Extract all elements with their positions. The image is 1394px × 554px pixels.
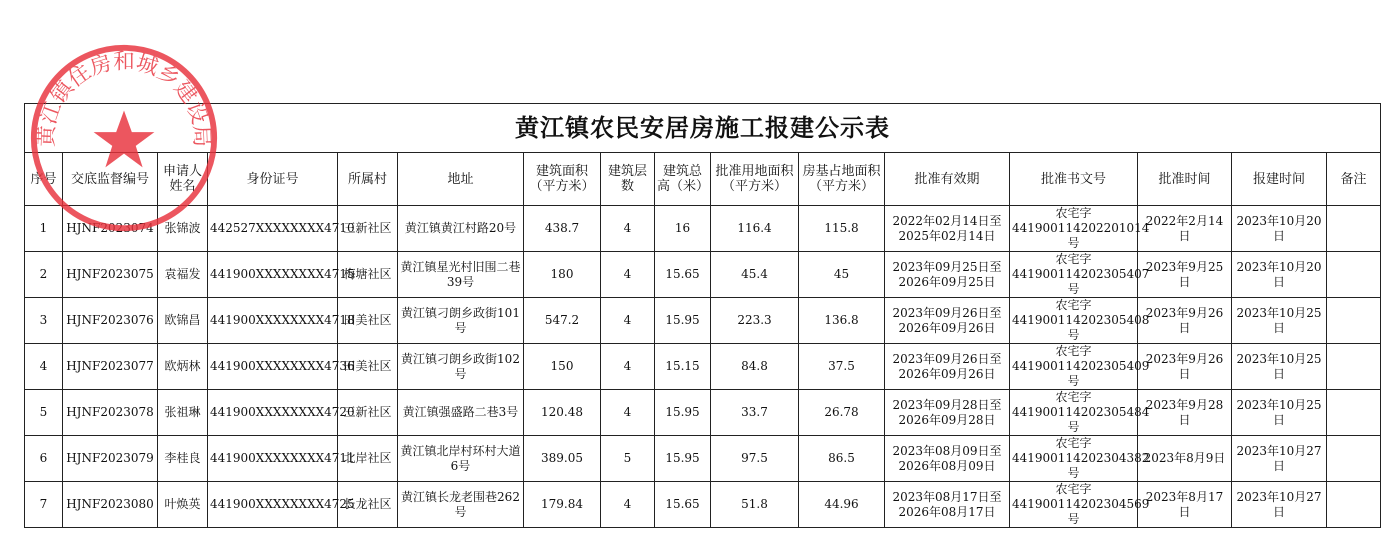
table-cell: 5 (25, 390, 63, 436)
table-cell: 张祖琳 (158, 390, 208, 436)
table-cell: 北岸社区 (338, 436, 398, 482)
table-cell: 黄江镇刁朗乡政街102号 (398, 344, 524, 390)
table-cell: 2023年08月09日至2026年08月09日 (885, 436, 1010, 482)
table-cell: 26.78 (799, 390, 885, 436)
table-cell: HJNF2023077 (63, 344, 158, 390)
table-cell: HJNF2023078 (63, 390, 158, 436)
table-cell: 叶焕英 (158, 482, 208, 528)
header-row (25, 153, 1381, 206)
table-cell: 2022年02月14日至2025年02月14日 (885, 206, 1010, 252)
table-row (25, 206, 1381, 252)
table-cell: 51.8 (711, 482, 799, 528)
table-cell: 2023年8月17日 (1138, 482, 1232, 528)
table-cell: 2023年10月20日 (1232, 252, 1327, 298)
column-header: 建筑层数 (601, 153, 655, 206)
table-cell: 2023年8月9日 (1138, 436, 1232, 482)
table-row (25, 298, 1381, 344)
table-cell: 441900XXXXXXXX4725 (208, 482, 338, 528)
table-cell: 李桂良 (158, 436, 208, 482)
table-body (25, 206, 1381, 528)
column-header: 所属村 (338, 153, 398, 206)
table-cell: 37.5 (799, 344, 885, 390)
column-header: 序号 (25, 153, 63, 206)
table-cell: 2023年10月27日 (1232, 482, 1327, 528)
table-cell: 15.95 (655, 436, 711, 482)
table-cell: 2023年10月25日 (1232, 390, 1327, 436)
table-cell: 梅塘社区 (338, 252, 398, 298)
table-cell: 欧炳林 (158, 344, 208, 390)
table-cell: 2023年9月26日 (1138, 344, 1232, 390)
table-cell: 农宅字 441900114202201014号 (1010, 206, 1138, 252)
title-row (25, 104, 1381, 153)
table-cell: 547.2 (524, 298, 601, 344)
column-header: 批准书文号 (1010, 153, 1138, 206)
table-cell: 农宅字 441900114202305409号 (1010, 344, 1138, 390)
table-cell: 农宅字 441900114202305407号 (1010, 252, 1138, 298)
table-cell: 7 (25, 482, 63, 528)
table-cell: 97.5 (711, 436, 799, 482)
table-cell: 欧锦昌 (158, 298, 208, 344)
column-header: 批准用地面积（平方米） (711, 153, 799, 206)
table-cell: 44.96 (799, 482, 885, 528)
column-header: 地址 (398, 153, 524, 206)
table-cell: HJNF2023079 (63, 436, 158, 482)
table-cell: 442527XXXXXXXX4710 (208, 206, 338, 252)
announcement-table (24, 103, 1381, 528)
table-cell: HJNF2023074 (63, 206, 158, 252)
table-cell: 4 (601, 252, 655, 298)
table-cell: 2023年10月27日 (1232, 436, 1327, 482)
column-header: 身份证号 (208, 153, 338, 206)
table-cell (1327, 390, 1381, 436)
table-cell: 15.95 (655, 390, 711, 436)
table-cell: 441900XXXXXXXX4736 (208, 344, 338, 390)
table-cell: 223.3 (711, 298, 799, 344)
table-cell: 2023年9月26日 (1138, 298, 1232, 344)
table-cell: 2023年9月25日 (1138, 252, 1232, 298)
table-cell: 农宅字 441900114202305408号 (1010, 298, 1138, 344)
table-cell: 33.7 (711, 390, 799, 436)
table-cell: 2022年2月14日 (1138, 206, 1232, 252)
table-cell: 84.8 (711, 344, 799, 390)
column-header: 房基占地面积（平方米） (799, 153, 885, 206)
table-cell: 116.4 (711, 206, 799, 252)
table-cell: 115.8 (799, 206, 885, 252)
table-row (25, 482, 1381, 528)
table-cell: 438.7 (524, 206, 601, 252)
table-cell: 田美社区 (338, 298, 398, 344)
table-cell: 2023年09月25日至2026年09月25日 (885, 252, 1010, 298)
table-cell: 4 (601, 206, 655, 252)
table-cell: 黄江镇黄江村路20号 (398, 206, 524, 252)
column-header: 备注 (1327, 153, 1381, 206)
table-cell: 4 (601, 298, 655, 344)
announcement-sheet (24, 103, 1380, 528)
table-cell: 120.48 (524, 390, 601, 436)
table-cell: 黄江镇长龙老围巷262号 (398, 482, 524, 528)
table-cell: 6 (25, 436, 63, 482)
column-header: 建筑总高（米） (655, 153, 711, 206)
table-cell: 4 (25, 344, 63, 390)
table-cell: 441900XXXXXXXX4711 (208, 436, 338, 482)
table-cell: 389.05 (524, 436, 601, 482)
table-cell: 2023年9月28日 (1138, 390, 1232, 436)
table-cell: 1 (25, 206, 63, 252)
table-cell: 15.65 (655, 482, 711, 528)
table-cell: 黄江镇刁朗乡政街101号 (398, 298, 524, 344)
table-cell: 2023年09月28日至2026年09月28日 (885, 390, 1010, 436)
table-cell: 田美社区 (338, 344, 398, 390)
table-cell: 180 (524, 252, 601, 298)
table-cell: 4 (601, 390, 655, 436)
table-row (25, 344, 1381, 390)
table-cell: 农宅字 441900114202304382号 (1010, 436, 1138, 482)
table-cell: 5 (601, 436, 655, 482)
table-cell: 86.5 (799, 436, 885, 482)
table-cell: 黄江镇北岸村环村大道6号 (398, 436, 524, 482)
table-cell: 179.84 (524, 482, 601, 528)
table-cell: 黄江镇强盛路二巷3号 (398, 390, 524, 436)
table-cell: 15.15 (655, 344, 711, 390)
table-cell: 441900XXXXXXXX4715 (208, 252, 338, 298)
table-cell: 150 (524, 344, 601, 390)
table-cell: 张锦波 (158, 206, 208, 252)
table-cell: 三新社区 (338, 206, 398, 252)
table-cell: 45 (799, 252, 885, 298)
table-cell: 2023年08月17日至2026年08月17日 (885, 482, 1010, 528)
table-cell: 2023年10月20日 (1232, 206, 1327, 252)
table-cell (1327, 298, 1381, 344)
table-cell: 15.95 (655, 298, 711, 344)
column-header: 建筑面积（平方米） (524, 153, 601, 206)
column-header: 交底监督编号 (63, 153, 158, 206)
table-cell: 三新社区 (338, 390, 398, 436)
table-cell: 4 (601, 344, 655, 390)
table-cell: HJNF2023080 (63, 482, 158, 528)
table-cell (1327, 482, 1381, 528)
column-header: 申请人姓名 (158, 153, 208, 206)
column-header: 批准时间 (1138, 153, 1232, 206)
table-cell: 3 (25, 298, 63, 344)
table-cell (1327, 206, 1381, 252)
table-cell: 2023年10月25日 (1232, 298, 1327, 344)
table-cell: 农宅字 441900114202305484号 (1010, 390, 1138, 436)
table-cell: HJNF2023076 (63, 298, 158, 344)
table-cell: 袁福发 (158, 252, 208, 298)
table-cell: 黄江镇星光村旧围二巷39号 (398, 252, 524, 298)
table-cell: 15.65 (655, 252, 711, 298)
table-cell: HJNF2023075 (63, 252, 158, 298)
table-cell: 16 (655, 206, 711, 252)
table-row (25, 252, 1381, 298)
table-cell (1327, 252, 1381, 298)
table-cell: 45.4 (711, 252, 799, 298)
table-cell: 长龙社区 (338, 482, 398, 528)
table-cell: 农宅字 441900114202304569号 (1010, 482, 1138, 528)
page-title: 黄江镇农民安居房施工报建公示表 (25, 104, 1381, 153)
table-cell: 2023年10月25日 (1232, 344, 1327, 390)
column-header: 报建时间 (1232, 153, 1327, 206)
table-row (25, 436, 1381, 482)
table-cell (1327, 436, 1381, 482)
table-cell: 2 (25, 252, 63, 298)
table-cell: 441900XXXXXXXX4718 (208, 298, 338, 344)
table-cell: 4 (601, 482, 655, 528)
table-cell: 441900XXXXXXXX4720 (208, 390, 338, 436)
table-cell: 2023年09月26日至2026年09月26日 (885, 344, 1010, 390)
column-header: 批准有效期 (885, 153, 1010, 206)
table-row (25, 390, 1381, 436)
table-cell (1327, 344, 1381, 390)
table-cell: 136.8 (799, 298, 885, 344)
seal-text: 黄江镇住房和城乡建设局 (34, 49, 214, 148)
table-cell: 2023年09月26日至2026年09月26日 (885, 298, 1010, 344)
